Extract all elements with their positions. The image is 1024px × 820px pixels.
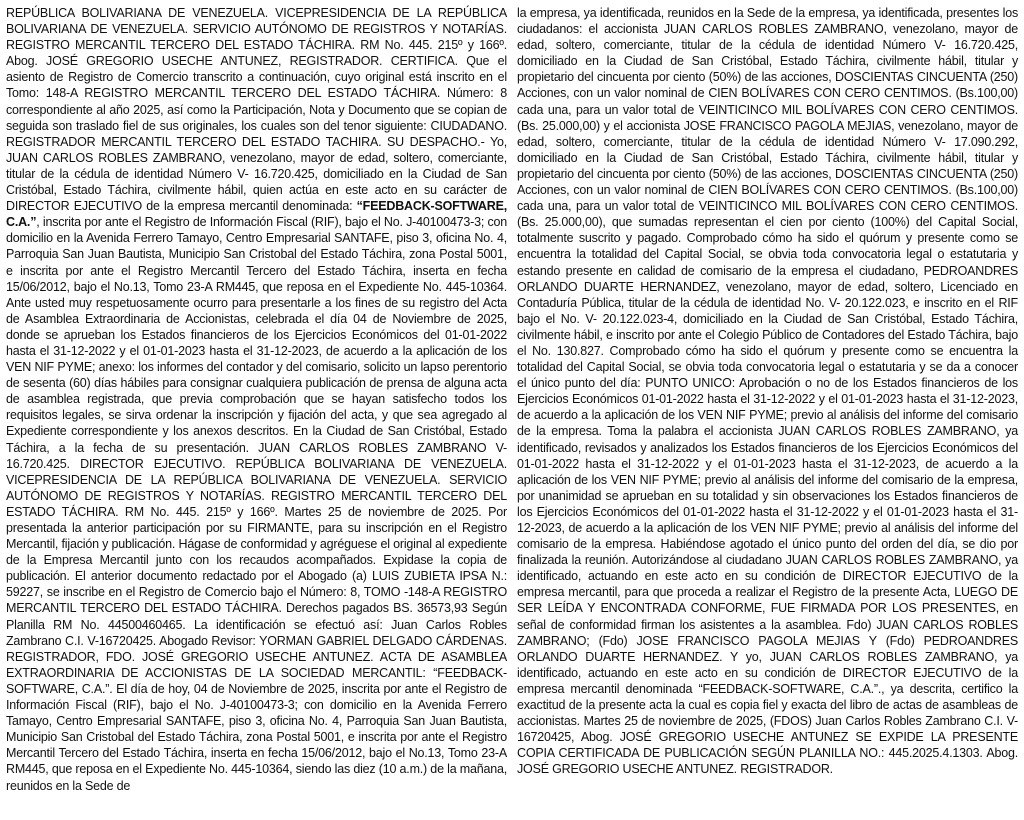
company-name: “FEEDBACK-SOFTWARE, C.A.”: [6, 199, 507, 230]
notice-paragraph-left: [6, 5, 507, 794]
notice-paragraph-right: la empresa, ya identificada, reunidos en la Sede de la empresa, ya identificada, presentes los ciudadanos: el accionista JUAN CARLOS ROBLES ZAMBRANO, venezolano, mayor de edad, soltero, comerciante, titular de la cédula de identidad Número V- 16.720.425, domiciliado en la Ciudad de San Cristóbal, Estado Táchira, civilmente hábil, titular y propietario del cincuenta por ciento (50%) de las acciones, DOSCIENTAS CINCUENTA (250) Acciones, con un valor nominal de CIEN BOLÍVARES CON CERO CENTIMOS. (Bs.100,00) cada una, para un valor total de VEINTICINCO MIL BOLÍVARES CON CERO CENTIMOS. (Bs. 25.000,00) y el accionista JOSE FRANCISCO PAGOLA MEJIAS, venezolano, mayor de edad, soltero, comerciante, titular de la cédula de identidad Número V- 17.090.292, domiciliado en la Ciudad de San Cristóbal, Estado Táchira, civilmente hábil, titular y propietario del cincuenta por ciento (50%) de las acciones, DOSCIENTAS CINCUENTA (250) Acciones, con un valor nominal de CIEN BOLÍVARES CON CERO CENTIMOS. (Bs.100,00) cada una, para un valor total de VEINTICINCO MIL BOLÍVARES CON CERO CENTIMOS. (Bs. 25.000,00), que sumadas representan el cien por ciento (100%) del Capital Social, totalmente suscrito y pagado. Comprobado cómo ha sido el quórum y presente como se encuentra la totalidad del Capital Social, se obvia toda convocatoria legal o estatutaria y estando presente en calidad de comisario de la empresa el ciudadano, PEDROANDRES ORLANDO DUARTE HERNANDEZ, venezolano, mayor de edad, soltero, Licenciado en Contaduría Pública, titular de la cédula de identidad No. V- 20.122.023, e inscrito en el RIF bajo el No. V- 20.122.023-4, domiciliado en la Ciudad de San Cristóbal, Estado Táchira, civilmente hábil, e inscrito por ante el Colegio Público de Contadores del Estado Táchira, bajo el No. 130.827. Comprobado cómo ha sido el quórum y presente como se encuentra la totalidad del Capital Social, se obvia toda convocatoria legal o estatutaria y se da a conocer el único punto del día: PUNTO UNICO: Aprobación o no de los Estados financieros de los Ejercicios Económicos 01-01-2022 hasta el 31-12-2022 y el 01-01-2023 hasta el 31-12-2023, de acuerdo a la aplicación de los VEN NIF PYME; previo al análisis del informe del comisario de la empresa. Toma la palabra el accionista JUAN CARLOS ROBLES ZAMBRANO, ya identificado, revisados y analizados los Estados financieros de los Ejercicios Económicos del 01-01-2022 hasta el 31-12-2022 y el 01-01-2023 hasta el 31-12-2023, de acuerdo a la aplicación de los VEN NIF PYME; previo al análisis del informe del comisario de la empresa, por unanimidad se aprueban en su totalidad y sin observaciones los Estados financieros de los Ejercicios Económicos del 01-01-2022 hasta el 31-12-2022 y el 01-01-2023 hasta el 31-12-2023, de acuerdo a la aplicación de los VEN NIF PYME; previo al análisis del informe del comisario de la empresa. Habiéndose agotado el único punto del orden del día, se dio por finalizada la reunión. Autorizándose al ciudadano JUAN CARLOS ROBLES ZAMBRANO, ya identificado, actuando en este acto en su condición de DIRECTOR EJECUTIVO de la empresa mercantil, para que proceda a realizar el Registro de la presente Acta, LUEGO DE SER LEÍDA Y ENCONTRADA CONFORME, FUE FIRMADA POR LOS PRESENTES, en señal de conformidad firman los asistentes a la asamblea. Fdo) JUAN CARLOS ROBLES ZAMBRANO; (Fdo) JOSE FRANCISCO PAGOLA MEJIAS Y (Fdo) PEDROANDRES ORLANDO DUARTE HERNANDEZ. Y yo, JUAN CARLOS ROBLES ZAMBRANO, ya identificado, actuando en este acto en su condición de DIRECTOR EJECUTIVO de la empresa mercantil denominada “FEEDBACK-SOFTWARE, C.A.”., ya descrita, certifico la exactitud de la presente acta la cual es copia fiel y exacta del libro de actas de asambleas de accionistas. Martes 25 de noviembre de 2025, (FDOS) Juan Carlos Robles Zambrano C.I. V-16720425, Abog. JOSÉ GREGORIO USECHE ANTUNEZ SE EXPIDE LA PRESENTE COPIA CERTIFICADA DE PUBLICACIÓN SEGÚN PLANILLA NO.: 445.2025.4.1303. Abog. JOSÉ GREGORIO USECHE ANTUNEZ. REGISTRADOR.: [517, 6, 1018, 777]
notice-column-left: [6, 5, 507, 814]
notice-text-body: , inscrita por ante el Registro de Información Fiscal (RIF), bajo el No. J-40100473-3; con domicilio en la Avenida Ferrero Tamayo, Centro Empresarial SANTAFE, piso 3, oficina No. 4, Parroquia San Juan Bautista, Municipio San Cristobal del Estado Táchira, zona Postal 5001, e inscrita por ante el Registro Mercantil Tercero del Estado Táchira, inserta en fecha 15/06/2012, bajo el No.13, Tomo 23-A RM445, que reposa en el Expediente No. 445-10364. Ante usted muy respetuosamente ocurro para presentarle a los fines de su registro del Acta de Asamblea Extraordinaria de Accionistas, celebrada el día 04 de Noviembre de 2025, donde se aprueban los Estados financieros de los Ejercicios Económicos del 01-01-2022 hasta el 31-12-2022 y el 01-01-2023 hasta el 31-12-2023, de acuerdo a la aplicación de los VEN NIF PYME; anexo: los informes del contador y del comisario, solicito un lapso perentorio de sesenta (60) días hábiles para consignar cualquiera publicación de prensa de alguna acta de asamblea registrada, que previa comprobación que se hayan satisfecho todos los requisitos legales, se sirva ordenar la inscripción y fijación del acta, y que sea agregado al Expediente correspondiente y los anexos descritos. En la Ciudad de San Cristóbal, Estado Táchira, a la fecha de su presentación. JUAN CARLOS ROBLES ZAMBRANO V- 16.720.425. DIRECTOR EJECUTIVO. REPÚBLICA BOLIVARIANA DE VENEZUELA. VICEPRESIDENCIA DE LA REPÚBLICA BOLIVARIANA DE VENEZUELA. SERVICIO AUTÓNOMO DE REGISTROS Y NOTARÍAS. REGISTRO MERCANTIL TERCERO DEL ESTADO TÁCHIRA. RM No. 445. 215º y 166º. Martes 25 de noviembre de 2025. Por presentada la anterior participación por su FIRMANTE, para su inscripción en el Registro Mercantil, fijación y publicación. Hágase de conformidad y agréguese el original al expediente de la Empresa Mercantil junto con los recaudos acompañados. Expidase la copia de publicación. El anterior documento redactado por el Abogado (a) LUIS ZUBIETA IPSA N.: 59227, se inscribe en el Registro de Comercio bajo el Número: 8, TOMO -148-A REGISTRO MERCANTIL TERCERO DEL ESTADO TÁCHIRA. Derechos pagados BS. 36573,93 Según Planilla RM No. 44500460465. La identificación se efectuó así: Juan Carlos Robles Zambrano C.I. V-16720425. Abogado Revisor: YORMAN GABRIEL DELGADO CÁRDENAS. REGISTRADOR, FDO. JOSÉ GREGORIO USECHE ANTUNEZ. ACTA DE ASAMBLEA EXTRAORDINARIA DE ACCIONISTAS DE LA SOCIEDAD MERCANTIL: “FEEDBACK-SOFTWARE, C.A.”. El día de hoy, 04 de Noviembre de 2025, inscrita por ante el Registro de Información Fiscal (RIF), bajo el No. J-40100473-3; con domicilio en la Avenida Ferrero Tamayo, Centro Empresarial SANTAFE, piso 3, oficina No. 4, Parroquia San Juan Bautista, Municipio San Cristobal del Estado Táchira, zona Postal 5001, e inscrita por ante el Registro Mercantil Tercero del Estado Táchira, inserta en fecha 15/06/2012, bajo el No.13, Tomo 23-A RM445, que reposa en el Expediente No. 445-10364, siendo las diez (10 a.m.) de la mañana, reunidos en la Sede de: [6, 215, 507, 793]
notice-column-right: [517, 5, 1018, 814]
notice-text-intro: REPÚBLICA BOLIVARIANA DE VENEZUELA. VICEPRESIDENCIA DE LA REPÚBLICA BOLIVARIANA DE VENEZUELA. SERVICIO AUTÓNOMO DE REGISTROS Y NOTARÍAS. REGISTRO MERCANTIL TERCERO DEL ESTADO TÁCHIRA. RM No. 445. 215º y 166º. Abog. JOSÉ GREGORIO USECHE ANTUNEZ, REGISTRADOR. CERTIFICA. Que el asiento de Registro de Comercio transcrito a continuación, cuyo original está inscrito en el Tomo: 148-A REGISTRO MERCANTIL TERCERO DEL ESTADO TÁCHIRA. Número: 8 correspondiente al año 2025, así como la Participación, Nota y Documento que se copian de seguida son traslado fiel de sus originales, los cuales son del tenor siguiente: CIUDADANO. REGISTRADOR MERCANTIL TERCERO DEL ESTADO TACHIRA. SU DESPACHO.- Yo, JUAN CARLOS ROBLES ZAMBRANO, venezolano, mayor de edad, soltero, comerciante, titular de la cédula de identidad Número V- 16.720.425, domiciliado en la Ciudad de San Cristóbal, Estado Táchira, civilmente hábil, quien actúa en este acto en su carácter de DIRECTOR EJECUTIVO de la empresa mercantil denominada:: [6, 6, 507, 214]
